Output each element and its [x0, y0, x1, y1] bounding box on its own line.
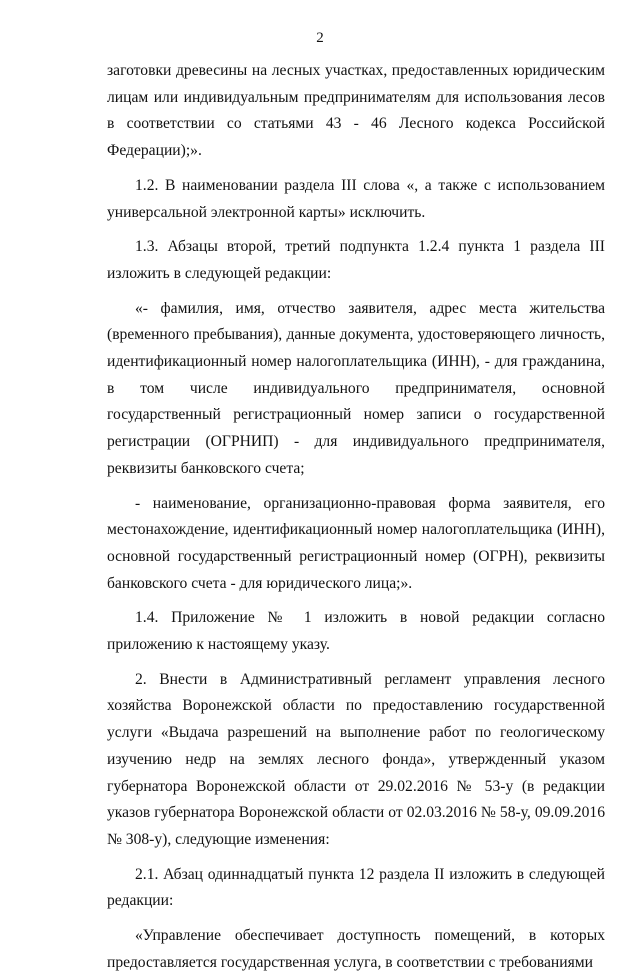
paragraph-quote-accessibility: «Управление обеспечивает доступность помещений, в которых предоставляется государственная услуга, в соответствии с требованиями [107, 927, 605, 971]
paragraph-quote-legal-entity: - наименование, организационно-правовая форма заявителя, его местонахождение, идентификационный номер налогоплательщика (ИНН), основной государственный регистрационный номер (ОГРН), реквизиты банковского счета - для юридического лица;». [107, 494, 605, 592]
paragraph-continuation: заготовки древесины на лесных участках, предоставленных юридическим лицам или индивидуальным предпринимателям для использования лесов в соответствии со статьями 43 - 46 Лесного кодекса Российской Федерации);». [107, 62, 605, 160]
paragraph-2-1: 2.1. Абзац одиннадцатый пункта 12 раздела II изложить в следующей редакции: [107, 865, 605, 910]
paragraph-quote-individual: «- фамилия, имя, отчество заявителя, адрес места жительства (временного пребывания), данные документа, удостоверяющего личность, идентификационный номер налогоплательщика (ИНН), - для гражданина, в том числе индивидуального предпринимателя, основной государственный регистрационный номер записи о государственной регистрации (ОГРНИП) - для индивидуального предпринимателя, реквизиты банковского счета; [107, 299, 605, 477]
paragraph-1-2: 1.2. В наименовании раздела III слова «, а также с использованием универсальной электронной карты» исключить. [107, 176, 605, 221]
document-body [107, 58, 605, 977]
paragraph-2: 2. Внести в Административный регламент управления лесного хозяйства Воронежской области по предоставлению государственной услуги «Выдача разрешений на выполнение работ по геологическому изучению недр на землях лесного фонда», утвержденный указом губернатора Воронежской области от 29.02.2016 № 53-у (в редакции указов губернатора Воронежской области от 02.03.2016 № 58-у, 09.09.2016 № 308-у), следующие изменения: [107, 670, 605, 848]
paragraph-1-3: 1.3. Абзацы второй, третий подпункта 1.2.4 пункта 1 раздела III изложить в следующей редакции: [107, 238, 605, 282]
paragraph-1-4: 1.4. Приложение № 1 изложить в новой редакции согласно приложению к настоящему указу. [107, 609, 605, 654]
page-number: 2 [316, 30, 324, 46]
